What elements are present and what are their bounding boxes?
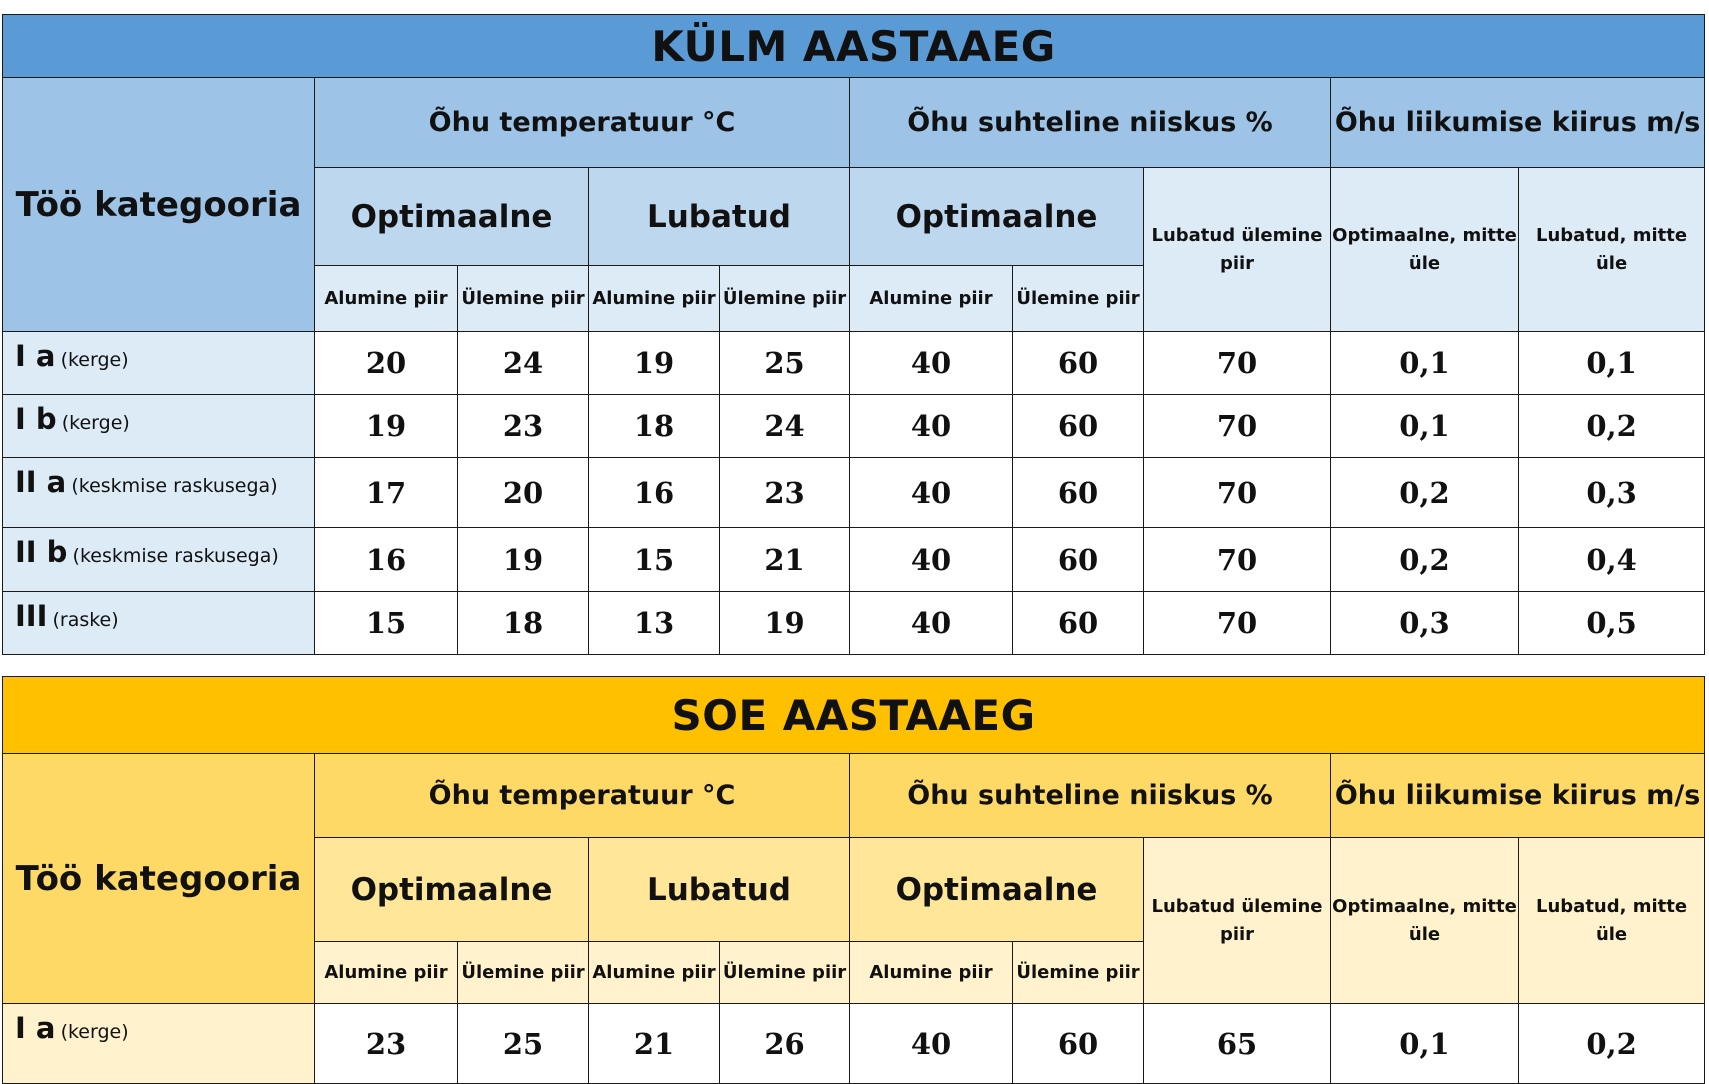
temp-allowed-header: Lubatud — [589, 168, 850, 266]
humidity-opt-lower-header: Alumine piir — [850, 942, 1013, 1004]
temp-opt-lower-header: Alumine piir — [315, 266, 458, 332]
table-row — [3, 528, 1705, 592]
table-cell: 24 — [458, 332, 589, 395]
air-optimal-header: Optimaalne, mitte üle — [1331, 838, 1519, 1004]
air-temperature-header: Õhu temperatuur °C — [315, 78, 850, 168]
humidity-optimal-header: Optimaalne — [850, 838, 1144, 942]
table-row — [3, 332, 1705, 395]
table-cell: 15 — [315, 592, 458, 655]
humidity-allowed-upper-header: Lubatud ülemine piir — [1144, 838, 1331, 1004]
humidity-opt-upper-header: Ülemine piir — [1013, 942, 1144, 1004]
table-cell: 24 — [720, 395, 850, 458]
table-cell: 0,2 — [1331, 528, 1519, 592]
table-cell: 0,3 — [1331, 592, 1519, 655]
air-temperature-header: Õhu temperatuur °C — [315, 754, 850, 838]
table-cell: 19 — [720, 592, 850, 655]
table-cell: 60 — [1013, 592, 1144, 655]
humidity-opt-upper-header: Ülemine piir — [1013, 266, 1144, 332]
table-cell: 60 — [1013, 528, 1144, 592]
temp-allowed-upper-header: Ülemine piir — [720, 942, 850, 1004]
air-velocity-header: Õhu liikumise kiirus m/s — [1331, 78, 1705, 168]
table-cell: 0,3 — [1519, 458, 1705, 528]
table-cell: 25 — [458, 1004, 589, 1084]
temp-opt-upper-header: Ülemine piir — [458, 266, 589, 332]
category-description: (keskmise raskusega) — [71, 475, 278, 497]
table-cell: 60 — [1013, 1004, 1144, 1084]
table-cell: 70 — [1144, 395, 1331, 458]
table-cell: 70 — [1144, 458, 1331, 528]
table-cell: 0,1 — [1331, 332, 1519, 395]
table-cell: 21 — [589, 1004, 720, 1084]
table-cell: 25 — [720, 332, 850, 395]
table-cell: 15 — [589, 528, 720, 592]
table-cell: 0,1 — [1331, 395, 1519, 458]
table-cell: 17 — [315, 458, 458, 528]
warm-data-rows — [3, 1004, 1705, 1084]
temp-optimal-header: Optimaalne — [315, 168, 589, 266]
table-cell: 65 — [1144, 1004, 1331, 1084]
category-code: I b — [15, 402, 57, 436]
row-category-label — [3, 395, 315, 458]
cold-data-rows — [3, 332, 1705, 655]
category-description: (kerge) — [60, 1021, 129, 1043]
row-category-label — [3, 592, 315, 655]
table-cell: 60 — [1013, 332, 1144, 395]
temp-allowed-lower-header: Alumine piir — [589, 266, 720, 332]
relative-humidity-header: Õhu suhteline niiskus % — [850, 78, 1331, 168]
table-cell: 20 — [458, 458, 589, 528]
category-description: (raske) — [52, 609, 119, 631]
table-row — [3, 458, 1705, 528]
table-cell: 40 — [850, 332, 1013, 395]
work-category-header: Töö kategooria — [3, 78, 315, 332]
table-cell: 0,4 — [1519, 528, 1705, 592]
table-cell: 0,2 — [1519, 395, 1705, 458]
row-category-label — [3, 528, 315, 592]
category-description: (keskmise raskusega) — [72, 545, 279, 567]
table-cell: 19 — [589, 332, 720, 395]
table-row — [3, 592, 1705, 655]
row-category-label — [3, 1004, 315, 1084]
temp-allowed-header: Lubatud — [589, 838, 850, 942]
table-cell: 0,1 — [1331, 1004, 1519, 1084]
table-cell: 60 — [1013, 458, 1144, 528]
category-code: III — [15, 599, 48, 633]
table-cell: 0,2 — [1519, 1004, 1705, 1084]
cold-season-table — [2, 14, 1705, 655]
table-cell: 70 — [1144, 332, 1331, 395]
row-category-label — [3, 458, 315, 528]
cold-season-title: KÜLM AASTAAEG — [3, 15, 1705, 78]
table-cell: 21 — [720, 528, 850, 592]
temp-opt-upper-header: Ülemine piir — [458, 942, 589, 1004]
table-cell: 18 — [589, 395, 720, 458]
air-velocity-header: Õhu liikumise kiirus m/s — [1331, 754, 1705, 838]
category-code: II a — [15, 465, 67, 499]
row-category-label — [3, 332, 315, 395]
table-cell: 23 — [720, 458, 850, 528]
temp-allowed-lower-header: Alumine piir — [589, 942, 720, 1004]
table-cell: 19 — [315, 395, 458, 458]
table-cell: 18 — [458, 592, 589, 655]
work-category-header: Töö kategooria — [3, 754, 315, 1004]
table-cell: 20 — [315, 332, 458, 395]
humidity-optimal-header: Optimaalne — [850, 168, 1144, 266]
table-row — [3, 1004, 1705, 1084]
temp-allowed-upper-header: Ülemine piir — [720, 266, 850, 332]
table-cell: 16 — [315, 528, 458, 592]
category-code: I a — [15, 339, 56, 373]
table-cell: 60 — [1013, 395, 1144, 458]
table-cell: 0,1 — [1519, 332, 1705, 395]
table-cell: 40 — [850, 592, 1013, 655]
table-cell: 70 — [1144, 528, 1331, 592]
air-allowed-header: Lubatud, mitte üle — [1519, 168, 1705, 332]
table-cell: 23 — [315, 1004, 458, 1084]
table-cell: 13 — [589, 592, 720, 655]
category-code: I a — [15, 1011, 56, 1045]
category-description: (kerge) — [61, 412, 130, 434]
table-cell: 0,5 — [1519, 592, 1705, 655]
air-allowed-header: Lubatud, mitte üle — [1519, 838, 1705, 1004]
relative-humidity-header: Õhu suhteline niiskus % — [850, 754, 1331, 838]
temp-opt-lower-header: Alumine piir — [315, 942, 458, 1004]
table-cell: 23 — [458, 395, 589, 458]
table-cell: 26 — [720, 1004, 850, 1084]
humidity-allowed-upper-header: Lubatud ülemine piir — [1144, 168, 1331, 332]
table-cell: 40 — [850, 1004, 1013, 1084]
table-cell: 40 — [850, 528, 1013, 592]
category-code: II b — [15, 535, 68, 569]
table-cell: 40 — [850, 395, 1013, 458]
air-optimal-header: Optimaalne, mitte üle — [1331, 168, 1519, 332]
table-cell: 16 — [589, 458, 720, 528]
table-row — [3, 395, 1705, 458]
temp-optimal-header: Optimaalne — [315, 838, 589, 942]
table-cell: 0,2 — [1331, 458, 1519, 528]
warm-season-title: SOE AASTAAEG — [3, 677, 1705, 754]
humidity-opt-lower-header: Alumine piir — [850, 266, 1013, 332]
table-cell: 19 — [458, 528, 589, 592]
table-cell: 70 — [1144, 592, 1331, 655]
table-cell: 40 — [850, 458, 1013, 528]
warm-season-table — [2, 676, 1705, 1084]
category-description: (kerge) — [60, 349, 129, 371]
